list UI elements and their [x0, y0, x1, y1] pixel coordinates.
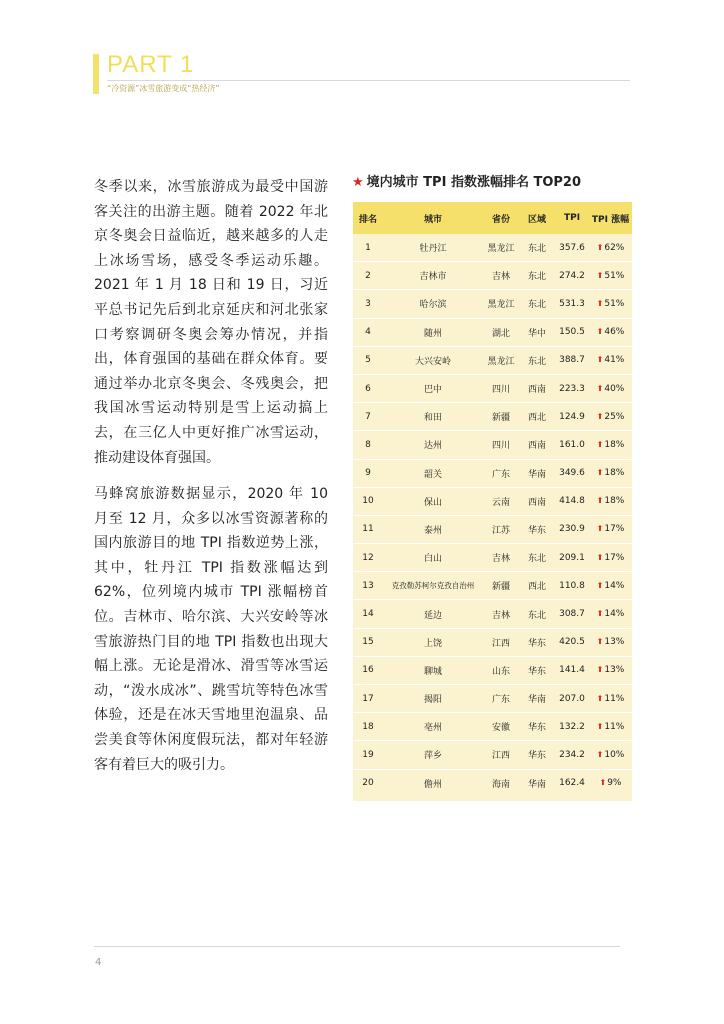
cell-province: 江西	[491, 751, 510, 762]
arrow-up-icon: ⬆	[596, 524, 604, 534]
arrow-up-icon: ⬆	[596, 609, 604, 619]
cell-tpi-rise	[589, 355, 632, 365]
cell-rank: 18	[362, 721, 374, 732]
footer-divider	[94, 946, 620, 947]
cell-tpi: 207.0	[559, 693, 585, 704]
cell-tpi: 161.0	[559, 439, 585, 450]
rise-value: 18%	[604, 468, 625, 479]
rise-value: 18%	[604, 439, 625, 450]
cell-tpi: 162.4	[559, 778, 585, 789]
page-number: 4	[95, 957, 102, 968]
cell-tpi: 141.4	[559, 665, 585, 676]
cell-city: 吉林市	[419, 272, 447, 283]
arrow-up-icon: ⬆	[596, 327, 604, 337]
cell-city: 白山	[423, 554, 442, 565]
table-row	[353, 628, 632, 656]
arrow-up-icon: ⬆	[596, 355, 604, 365]
cell-region: 华南	[527, 779, 546, 790]
arrow-up-icon: ⬆	[596, 721, 604, 731]
cell-region: 华东	[527, 751, 546, 762]
column-header-region: 区域	[527, 214, 546, 225]
arrow-up-icon: ⬆	[596, 496, 604, 506]
cell-region: 西南	[527, 385, 546, 396]
cell-rank: 6	[365, 383, 371, 394]
table-row	[353, 684, 632, 712]
cell-tpi-rise	[589, 327, 632, 337]
table-row	[353, 712, 632, 740]
arrow-up-icon: ⬆	[596, 298, 604, 308]
cell-region: 东北	[527, 356, 546, 367]
table-row	[353, 656, 632, 684]
cell-city: 儋州	[423, 779, 442, 790]
cell-tpi-rise	[589, 637, 632, 647]
arrow-up-icon: ⬆	[596, 665, 604, 675]
cell-city: 聊城	[423, 666, 442, 677]
header-divider	[107, 80, 630, 81]
arrow-up-icon: ⬆	[596, 468, 604, 478]
cell-region: 西南	[527, 497, 546, 508]
cell-province: 新疆	[491, 413, 510, 424]
rise-value: 41%	[604, 355, 625, 366]
cell-city: 和田	[423, 413, 442, 424]
cell-rank: 5	[365, 355, 371, 366]
cell-rank: 17	[362, 693, 374, 704]
cell-tpi: 230.9	[559, 524, 585, 535]
column-header-province: 省份	[491, 214, 510, 225]
cell-province: 安徽	[491, 723, 510, 734]
table-header-row	[353, 202, 632, 234]
cell-rank: 14	[362, 609, 374, 620]
cell-tpi-rise	[589, 778, 632, 788]
table-title	[352, 174, 581, 192]
cell-tpi: 209.1	[559, 552, 585, 563]
rise-value: 17%	[604, 524, 625, 535]
arrow-up-icon: ⬆	[596, 749, 604, 759]
table-row	[353, 740, 632, 768]
arrow-up-icon: ⬆	[596, 637, 604, 647]
cell-region: 华东	[527, 666, 546, 677]
cell-city: 萍乡	[423, 751, 442, 762]
cell-tpi-rise	[589, 722, 632, 732]
cell-tpi: 110.8	[559, 580, 585, 591]
cell-tpi-rise	[589, 581, 632, 591]
arrow-up-icon: ⬆	[596, 411, 604, 421]
cell-province: 云南	[491, 497, 510, 508]
cell-city: 大兴安岭	[414, 356, 451, 367]
cell-tpi-rise	[589, 468, 632, 478]
table-row	[353, 515, 632, 543]
tpi-ranking-table	[353, 202, 632, 801]
cell-city: 延边	[423, 610, 442, 621]
cell-province: 黑龙江	[487, 356, 515, 367]
arrow-up-icon: ⬆	[596, 552, 604, 562]
cell-tpi: 414.8	[559, 496, 585, 507]
cell-province: 广东	[491, 695, 510, 706]
header-subtitle: “冷资源”冰雪旅游变成“热经济”	[107, 84, 220, 93]
cell-rank: 19	[362, 749, 374, 760]
arrow-up-icon: ⬆	[596, 693, 604, 703]
body-paragraph-2	[94, 482, 328, 777]
cell-city: 牡丹江	[419, 244, 447, 255]
cell-rank: 4	[365, 327, 371, 338]
cell-rank: 3	[365, 298, 371, 309]
cell-rank: 10	[362, 496, 374, 507]
cell-region: 西南	[527, 441, 546, 452]
cell-region: 西北	[527, 582, 546, 593]
table-row	[353, 769, 632, 797]
rise-value: 9%	[607, 778, 622, 789]
cell-tpi: 150.5	[559, 327, 585, 338]
rise-value: 10%	[604, 749, 625, 760]
cell-city: 达州	[423, 441, 442, 452]
cell-tpi: 531.3	[559, 298, 585, 309]
star-icon: ★	[352, 175, 364, 190]
cell-region: 东北	[527, 300, 546, 311]
cell-rank: 9	[365, 468, 371, 479]
table-row	[353, 430, 632, 458]
rise-value: 17%	[604, 552, 625, 563]
cell-tpi-rise	[589, 440, 632, 450]
table-row	[353, 459, 632, 487]
rise-value: 14%	[604, 580, 625, 591]
header-accent-bar	[93, 54, 99, 94]
arrow-up-icon: ⬆	[599, 778, 607, 788]
cell-region: 东北	[527, 244, 546, 255]
table-row	[353, 599, 632, 627]
rise-value: 62%	[604, 242, 625, 253]
rise-value: 40%	[604, 383, 625, 394]
rise-value: 18%	[604, 496, 625, 507]
cell-region: 东北	[527, 610, 546, 621]
paragraph-text: 冬季以来，冰雪旅游成为最受中国游客关注的出游主题。随着 2022 年北京冬奥会日益临近，越来越多的人走上冰场雪场，感受冬季运动乐趣。2021 年 1 月 18 日和 19 日，习近平总书记先后到北京延庆和河北张家口考察调研冬奥会筹办情况，并指出，体育强国的基础在群众体育。要通过举办北京冬奥会、冬残奥会，把我国冰雪运动特别是雪上运动搞上去，在三亿人中更好推广冰雪运动，推动建设体育强国。	[94, 179, 328, 466]
cell-province: 山东	[491, 666, 510, 677]
cell-city: 亳州	[423, 723, 442, 734]
cell-tpi-rise	[589, 384, 632, 394]
arrow-up-icon: ⬆	[596, 439, 604, 449]
cell-tpi-rise	[589, 524, 632, 534]
cell-rank: 7	[365, 411, 371, 422]
table-row	[353, 318, 632, 346]
cell-tpi-rise	[589, 299, 632, 309]
cell-region: 华南	[527, 695, 546, 706]
cell-province: 黑龙江	[487, 244, 515, 255]
cell-city: 巴中	[423, 385, 442, 396]
cell-province: 海南	[491, 779, 510, 790]
cell-tpi: 420.5	[559, 637, 585, 648]
cell-city: 泰州	[423, 525, 442, 536]
cell-province: 四川	[491, 385, 510, 396]
cell-province: 湖北	[491, 328, 510, 339]
cell-rank: 12	[362, 552, 374, 563]
cell-province: 黑龙江	[487, 300, 515, 311]
rise-value: 13%	[604, 637, 625, 648]
paragraph-text: 马蜂窝旅游数据显示，2020 年 10 月至 12 月，众多以冰雪资源著称的国内旅游目的地 TPI 指数逆势上涨，其中，牡丹江 TPI 指数涨幅达到 62%，位列境内城市 TPI 涨幅榜首位。吉林市、哈尔滨、大兴安岭等冰雪旅游热门目的地 TPI 指数也出现大幅上涨。无论是滑冰、滑雪等冰雪运动，“泼水成冰”、跳雪坑等特色冰雪体验，还是在冰天雪地里泡温泉、品尝美食等休闲度假玩法，都对年轻游客有着巨大的吸引力。	[94, 486, 328, 773]
cell-province: 吉林	[491, 554, 510, 565]
table-body	[353, 234, 632, 797]
cell-tpi-rise	[589, 694, 632, 704]
cell-province: 新疆	[491, 582, 510, 593]
cell-region: 东北	[527, 554, 546, 565]
cell-region: 华东	[527, 525, 546, 536]
column-header-tpi-rise: TPI 涨幅	[591, 214, 630, 225]
column-header-tpi: TPI	[563, 213, 581, 223]
cell-rank: 20	[362, 778, 374, 789]
cell-province: 江西	[491, 638, 510, 649]
cell-tpi-rise	[589, 665, 632, 675]
cell-region: 华东	[527, 723, 546, 734]
arrow-up-icon: ⬆	[596, 383, 604, 393]
arrow-up-icon: ⬆	[596, 242, 604, 252]
cell-city: 韶关	[423, 469, 442, 480]
cell-rank: 2	[365, 270, 371, 281]
table-row	[353, 571, 632, 599]
cell-city: 随州	[423, 328, 442, 339]
arrow-up-icon: ⬆	[596, 270, 604, 280]
rise-value: 11%	[604, 693, 625, 704]
cell-rank: 1	[365, 242, 371, 253]
table-row	[353, 487, 632, 515]
rise-value: 51%	[604, 270, 625, 281]
cell-region: 华东	[527, 638, 546, 649]
cell-rank: 13	[362, 580, 374, 591]
cell-tpi-rise	[589, 412, 632, 422]
cell-tpi: 223.3	[559, 383, 585, 394]
cell-tpi-rise	[589, 553, 632, 563]
rise-value: 14%	[604, 609, 625, 620]
rise-value: 11%	[604, 721, 625, 732]
cell-tpi-rise	[589, 609, 632, 619]
cell-tpi: 124.9	[559, 411, 585, 422]
cell-tpi: 308.7	[559, 609, 585, 620]
cell-tpi: 234.2	[559, 749, 585, 760]
column-header-city: 城市	[423, 214, 442, 225]
arrow-up-icon: ⬆	[596, 580, 604, 590]
cell-city: 上饶	[423, 638, 442, 649]
table-row	[353, 346, 632, 374]
cell-region: 西北	[527, 413, 546, 424]
cell-province: 江苏	[491, 525, 510, 536]
rise-value: 46%	[604, 327, 625, 338]
cell-tpi-rise	[589, 271, 632, 281]
cell-region: 华南	[527, 469, 546, 480]
cell-province: 广东	[491, 469, 510, 480]
cell-province: 吉林	[491, 272, 510, 283]
cell-tpi: 388.7	[559, 355, 585, 366]
rise-value: 25%	[604, 411, 625, 422]
cell-city: 克孜勒苏柯尔克孜自治州	[391, 581, 475, 591]
cell-province: 四川	[491, 441, 510, 452]
cell-tpi-rise	[589, 496, 632, 506]
cell-region: 东北	[527, 272, 546, 283]
table-row	[353, 289, 632, 317]
rise-value: 51%	[604, 298, 625, 309]
column-header-rank: 排名	[358, 214, 377, 225]
cell-rank: 8	[365, 439, 371, 450]
cell-province: 吉林	[491, 610, 510, 621]
cell-tpi-rise	[589, 750, 632, 760]
table-row	[353, 402, 632, 430]
rise-value: 13%	[604, 665, 625, 676]
cell-region: 华中	[527, 328, 546, 339]
cell-rank: 15	[362, 637, 374, 648]
cell-city: 保山	[423, 497, 442, 508]
table-row	[353, 374, 632, 402]
cell-city: 揭阳	[423, 695, 442, 706]
table-row	[353, 543, 632, 571]
cell-rank: 11	[362, 524, 374, 535]
cell-rank: 16	[362, 665, 374, 676]
cell-tpi: 274.2	[559, 270, 585, 281]
body-paragraph-1	[94, 175, 328, 470]
table-row	[353, 261, 632, 289]
cell-tpi: 132.2	[559, 721, 585, 732]
part-label: PART 1	[107, 51, 195, 78]
table-title-text: 境内城市 TPI 指数涨幅排名 TOP20	[366, 175, 582, 190]
cell-tpi: 349.6	[559, 468, 585, 479]
cell-city: 哈尔滨	[419, 300, 447, 311]
cell-tpi-rise	[589, 243, 632, 253]
table-row	[353, 234, 632, 261]
cell-tpi: 357.6	[559, 242, 585, 253]
